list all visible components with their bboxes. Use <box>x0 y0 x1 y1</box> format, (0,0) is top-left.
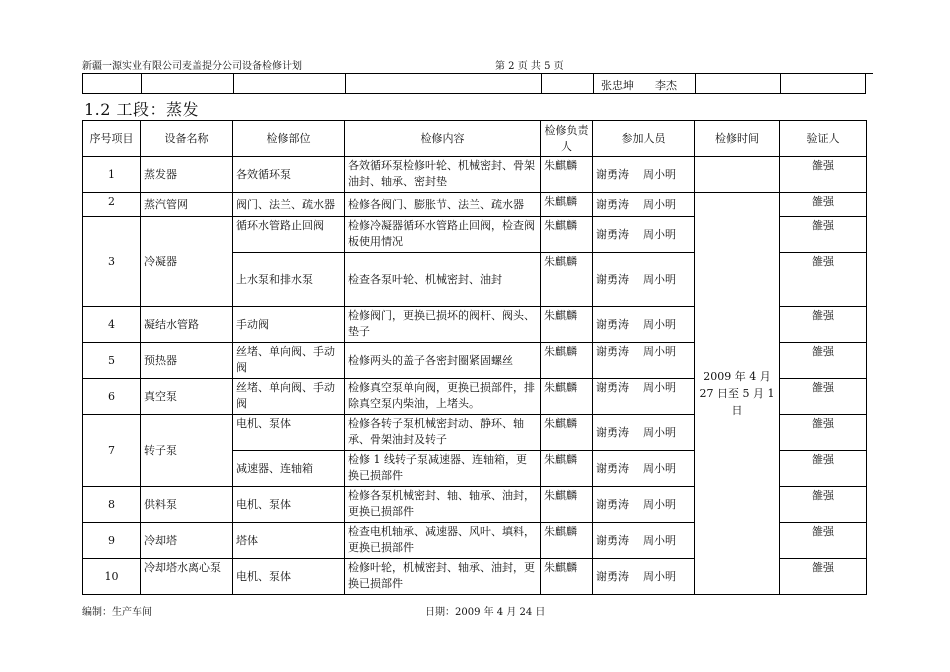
row-content: 检修两头的盖子各密封圈紧固螺丝 <box>345 343 541 379</box>
row-verifier: 雒强 <box>780 487 867 523</box>
table-row <box>83 157 867 193</box>
row-leader: 朱麒麟 <box>541 193 593 217</box>
row-verifier: 雒强 <box>780 307 867 343</box>
row-verifier: 雒强 <box>780 379 867 415</box>
row-part: 丝堵、单向阀、手动阀 <box>233 379 345 415</box>
row-equipment: 真空泵 <box>141 379 233 415</box>
row-leader: 朱麒麟 <box>541 217 593 253</box>
row-verifier: 雒强 <box>780 559 867 595</box>
document-title: 新疆一源实业有限公司麦盖提分公司设备检修计划 <box>82 61 302 72</box>
prev-row-participants: 张忠坤 李杰 <box>601 79 677 92</box>
row-verifier: 雒强 <box>780 343 867 379</box>
row-leader: 朱麒麟 <box>541 415 593 451</box>
table-header-row <box>83 121 867 157</box>
previous-table-continuation <box>82 74 866 94</box>
row-no: 10 <box>83 559 141 595</box>
row-leader: 朱麒麟 <box>541 379 593 415</box>
row-equipment: 冷却塔 <box>141 523 233 559</box>
row-staff: 谢勇涛 周小明 <box>593 157 695 193</box>
col-header-time: 检修时间 <box>695 121 780 157</box>
row-verifier: 雒强 <box>780 217 867 253</box>
row-staff: 谢勇涛 周小明 <box>593 559 695 595</box>
row-part: 电机、泵体 <box>233 487 345 523</box>
row-part: 电机、泵体 <box>233 415 345 451</box>
row-verifier: 雒强 <box>780 193 867 217</box>
row-staff: 谢勇涛 周小明 <box>593 523 695 559</box>
row-leader: 朱麒麟 <box>541 451 593 487</box>
row-content: 检修冷凝器循环水管路止回阀，检查阀板使用情况 <box>345 217 541 253</box>
table-row <box>83 193 867 217</box>
row-verifier: 雒强 <box>780 451 867 487</box>
row-equipment: 转子泵 <box>141 415 233 487</box>
maintenance-time-cell: 2009 年 4 月 27 日至 5 月 1 日 <box>695 193 780 595</box>
row-staff: 谢勇涛 周小明 <box>593 253 695 307</box>
section-title: 1.2 工段：蒸发 <box>84 100 200 119</box>
row-no: 8 <box>83 487 141 523</box>
row-leader: 朱麒麟 <box>541 253 593 307</box>
col-header-equipment: 设备名称 <box>141 121 233 157</box>
footer-date: 日期：2009 年 4 月 24 日 <box>425 607 546 618</box>
row-leader: 朱麒麟 <box>541 343 593 379</box>
page-header <box>82 60 873 74</box>
row-equipment: 凝结水管路 <box>141 307 233 343</box>
row-no: 2 <box>83 193 141 217</box>
row-content: 检修各转子泵机械密封动、静环、轴承、骨架油封及转子 <box>345 415 541 451</box>
row-no: 7 <box>83 415 141 487</box>
col-header-staff: 参加人员 <box>593 121 695 157</box>
row-no: 9 <box>83 523 141 559</box>
row-part: 电机、泵体 <box>233 559 345 595</box>
row-part: 丝堵、单向阀、手动阀 <box>233 343 345 379</box>
row-equipment: 预热器 <box>141 343 233 379</box>
row-part: 各效循环泵 <box>233 157 345 193</box>
row-leader: 朱麒麟 <box>541 523 593 559</box>
row-staff: 谢勇涛 周小明 <box>593 343 695 379</box>
row-part: 塔体 <box>233 523 345 559</box>
row-no: 4 <box>83 307 141 343</box>
row-verifier: 雒强 <box>780 253 867 307</box>
row-content: 检修叶轮，机械密封、轴承、油封，更换已损部件 <box>345 559 541 595</box>
row-staff: 谢勇涛 周小明 <box>593 379 695 415</box>
row-equipment: 供料泵 <box>141 487 233 523</box>
row-no: 3 <box>83 217 141 307</box>
row-staff: 谢勇涛 周小明 <box>593 487 695 523</box>
row-part: 阀门、法兰、疏水器 <box>233 193 345 217</box>
row-staff: 谢勇涛 周小明 <box>593 415 695 451</box>
row-no: 6 <box>83 379 141 415</box>
col-header-no: 序号项目 <box>83 121 141 157</box>
row-leader: 朱麒麟 <box>541 157 593 193</box>
page-number: 第 2 页 共 5 页 <box>495 61 564 72</box>
row-staff: 谢勇涛 周小明 <box>593 307 695 343</box>
row-leader: 朱麒麟 <box>541 307 593 343</box>
col-header-verifier: 验证人 <box>780 121 867 157</box>
row-part: 上水泵和排水泵 <box>233 253 345 307</box>
row-content: 检查电机轴承、减速器、风叶、填料，更换已损部件 <box>345 523 541 559</box>
row-staff: 谢勇涛 周小明 <box>593 193 695 217</box>
row-part: 循环水管路止回阀 <box>233 217 345 253</box>
col-header-content: 检修内容 <box>345 121 541 157</box>
col-header-part: 检修部位 <box>233 121 345 157</box>
row-staff: 谢勇涛 周小明 <box>593 217 695 253</box>
row-verifier: 雒强 <box>780 415 867 451</box>
row-content: 检修 1 线转子泵减速器、连轴箱，更换已损部件 <box>345 451 541 487</box>
row-equipment: 蒸发器 <box>141 157 233 193</box>
row-part: 手动阀 <box>233 307 345 343</box>
row-leader: 朱麒麟 <box>541 487 593 523</box>
row-leader: 朱麒麟 <box>541 559 593 595</box>
row-verifier: 雒强 <box>780 523 867 559</box>
footer-author: 编制：生产车间 <box>82 607 152 618</box>
col-header-leader: 检修负责人 <box>541 121 593 157</box>
row-content: 检修阀门，更换已损坏的阀杆、阀头、垫子 <box>345 307 541 343</box>
row-content: 检查各泵叶轮、机械密封、油封 <box>345 253 541 307</box>
row-equipment: 蒸汽管网 <box>141 193 233 217</box>
maintenance-plan-table <box>82 120 867 595</box>
row-no: 1 <box>83 157 141 193</box>
row-content: 各效循环泵检修叶轮、机械密封、骨架油封、轴承、密封垫 <box>345 157 541 193</box>
row-content: 检修各泵机械密封、轴、轴承、油封，更换已损部件 <box>345 487 541 523</box>
row-equipment: 冷却塔水离心泵 <box>141 559 233 595</box>
row-part: 减速器、连轴箱 <box>233 451 345 487</box>
row-verifier: 雒强 <box>780 157 867 193</box>
row-content: 检修真空泵单向阀，更换已损部件，排除真空泵内柴油，上堵头。 <box>345 379 541 415</box>
row-content: 检修各阀门、膨胀节、法兰、疏水器 <box>345 193 541 217</box>
row-no: 5 <box>83 343 141 379</box>
row-equipment: 冷凝器 <box>141 217 233 307</box>
row-staff: 谢勇涛 周小明 <box>593 451 695 487</box>
row-time <box>695 157 780 193</box>
